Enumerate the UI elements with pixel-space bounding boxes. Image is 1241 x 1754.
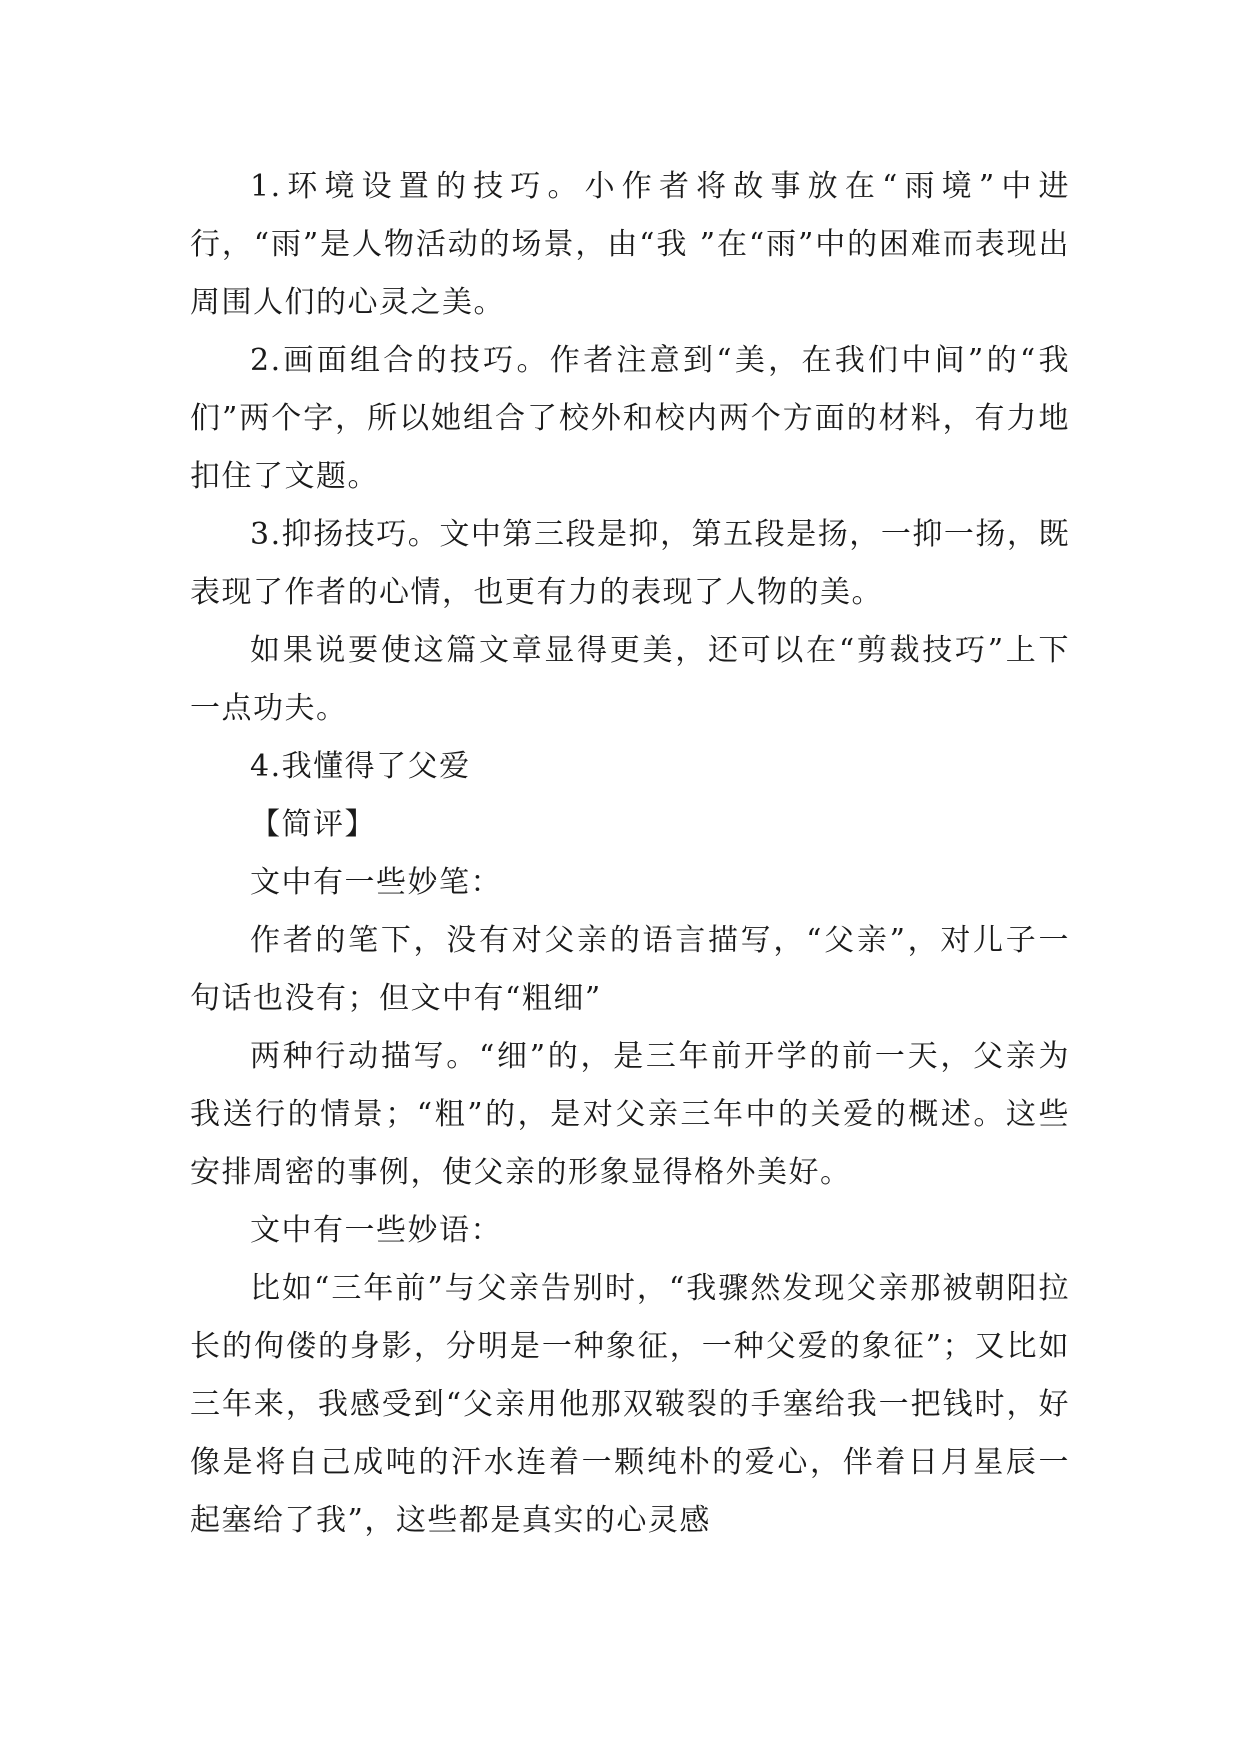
review-heading: 【简评】 <box>250 807 376 842</box>
paragraph-father-description: 作者的笔下，没有对父亲的语言描写，“父亲”，对儿子一句话也没有；但文中有“粗细” <box>190 923 1070 1016</box>
document-body <box>190 158 1070 1550</box>
paragraph-editing-suggestion: 如果说要使这篇文章显得更美，还可以在“剪裁技巧”上下一点功夫。 <box>190 633 1070 726</box>
essay-title: 4.我懂得了父爱 <box>250 749 471 784</box>
paragraph-environment-technique: 1.环境设置的技巧。小作者将故事放在“雨境”中进行，“雨”是人物活动的场景，由“我 ”在“雨”中的困难而表现出周围人们的心灵之美。 <box>190 169 1070 320</box>
paragraph-action-description: 两种行动描写。“细”的，是三年前开学的前一天，父亲为我送行的情景；“粗”的，是对父亲三年中的关爱的概述。这些安排周密的事例，使父亲的形象显得格外美好。 <box>190 1039 1070 1190</box>
paragraph-contrast-technique: 3.抑扬技巧。文中第三段是抑，第五段是扬，一抑一扬，既表现了作者的心情，也更有力的表现了人物的美。 <box>190 517 1070 610</box>
paragraph-wonderful-words-intro: 文中有一些妙语： <box>250 1213 502 1248</box>
paragraph-wonderful-strokes-intro: 文中有一些妙笔： <box>250 865 502 900</box>
paragraph-quotes-example: 比如“三年前”与父亲告别时，“我骤然发现父亲那被朝阳拉长的佝偻的身影，分明是一种象征，一种父爱的象征”；又比如三年来，我感受到“父亲用他那双皲裂的手塞给我一把钱时，好像是将自己成吨的汗水连着一颗纯朴的爱心，伴着日月星辰一起塞给了我”，这些都是真实的心灵感 <box>190 1271 1070 1538</box>
paragraph-composition-technique: 2.画面组合的技巧。作者注意到“美，在我们中间”的“我们”两个字，所以她组合了校外和校内两个方面的材料，有力地扣住了文题。 <box>190 343 1070 494</box>
